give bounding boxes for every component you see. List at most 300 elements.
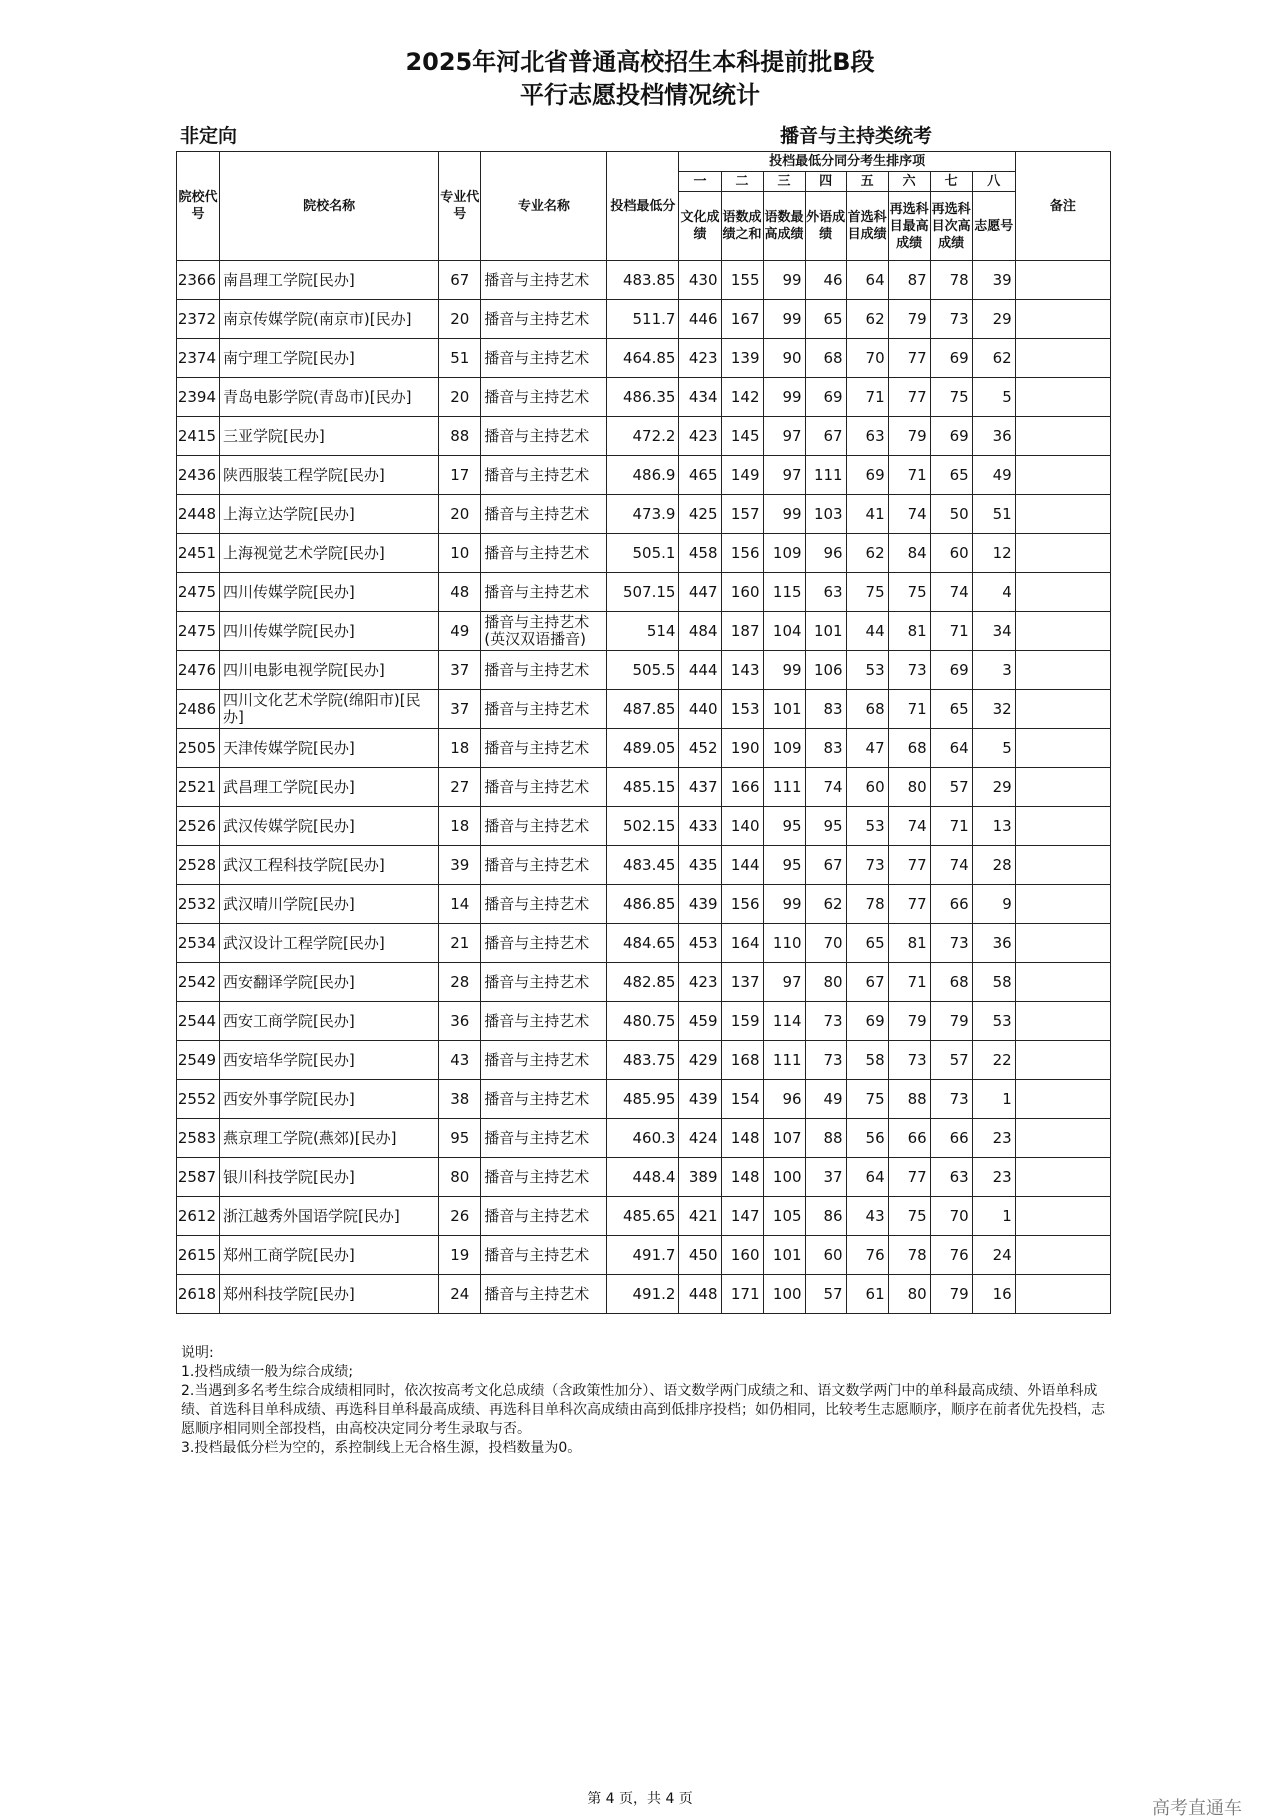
major-code-cell: 43 — [439, 1041, 481, 1080]
school-code-cell: 2366 — [177, 261, 220, 300]
school-name-cell: 西安外事学院[民办] — [220, 1080, 439, 1119]
sort-value-cell: 147 — [721, 1197, 763, 1236]
sort-value-cell: 64 — [846, 1158, 888, 1197]
min-score-cell: 486.9 — [607, 456, 679, 495]
min-score-cell: 464.85 — [607, 339, 679, 378]
sort-value-cell: 49 — [972, 456, 1015, 495]
sort-value-cell: 142 — [721, 378, 763, 417]
sort-value-cell: 69 — [930, 417, 972, 456]
header-sort-item: 语数成绩之和 — [721, 192, 763, 261]
document-title-line2: 平行志愿投档情况统计 — [520, 81, 760, 109]
school-code-cell: 2448 — [177, 495, 220, 534]
sort-value-cell: 101 — [805, 612, 846, 651]
remark-cell — [1015, 300, 1110, 339]
sort-value-cell: 73 — [805, 1041, 846, 1080]
major-name-cell: 播音与主持艺术 — [481, 768, 607, 807]
sort-value-cell: 88 — [888, 1080, 930, 1119]
table-row — [177, 690, 1111, 729]
sort-value-cell: 139 — [721, 339, 763, 378]
sort-value-cell: 65 — [930, 690, 972, 729]
school-name-cell: 武汉设计工程学院[民办] — [220, 924, 439, 963]
school-name-cell: 西安培华学院[民办] — [220, 1041, 439, 1080]
sort-value-cell: 421 — [679, 1197, 721, 1236]
sort-value-cell: 57 — [805, 1275, 846, 1314]
header-min-score: 投档最低分 — [607, 152, 679, 261]
major-name-cell: 播音与主持艺术 — [481, 378, 607, 417]
sort-value-cell: 75 — [846, 573, 888, 612]
major-name-cell: 播音与主持艺术(英汉双语播音) — [481, 612, 607, 651]
table-header — [177, 152, 1111, 261]
major-name-cell: 播音与主持艺术 — [481, 807, 607, 846]
sort-value-cell: 68 — [846, 690, 888, 729]
table-row — [177, 963, 1111, 1002]
note-item: 3.投档最低分栏为空的，系控制线上无合格生源，投档数量为0。 — [181, 1440, 582, 1456]
school-code-cell: 2615 — [177, 1236, 220, 1275]
sort-value-cell: 78 — [846, 885, 888, 924]
major-name-cell: 播音与主持艺术 — [481, 1236, 607, 1275]
sort-value-cell: 49 — [805, 1080, 846, 1119]
sort-value-cell: 73 — [805, 1002, 846, 1041]
sort-value-cell: 60 — [930, 534, 972, 573]
sort-value-cell: 44 — [846, 612, 888, 651]
major-name-cell: 播音与主持艺术 — [481, 1002, 607, 1041]
sort-value-cell: 429 — [679, 1041, 721, 1080]
sort-value-cell: 75 — [888, 573, 930, 612]
sort-value-cell: 143 — [721, 651, 763, 690]
header-major-code: 专业代号 — [439, 152, 481, 261]
table-row — [177, 495, 1111, 534]
header-ordinal: 八 — [972, 172, 1015, 192]
sort-value-cell: 76 — [846, 1236, 888, 1275]
sort-value-cell: 77 — [888, 1158, 930, 1197]
sort-value-cell: 67 — [805, 846, 846, 885]
table-row — [177, 1275, 1111, 1314]
header-sort-item: 志愿号 — [972, 192, 1015, 261]
sort-value-cell: 23 — [972, 1119, 1015, 1158]
sort-value-cell: 95 — [763, 807, 805, 846]
notes-section — [181, 1344, 1111, 1458]
school-code-cell: 2436 — [177, 456, 220, 495]
sort-value-cell: 69 — [846, 456, 888, 495]
sort-value-cell: 53 — [846, 651, 888, 690]
table-row — [177, 339, 1111, 378]
sort-value-cell: 77 — [888, 339, 930, 378]
header-ordinal: 一 — [679, 172, 721, 192]
sort-value-cell: 71 — [846, 378, 888, 417]
major-name-cell: 播音与主持艺术 — [481, 300, 607, 339]
school-name-cell: 西安工商学院[民办] — [220, 1002, 439, 1041]
sort-value-cell: 79 — [930, 1002, 972, 1041]
sort-value-cell: 446 — [679, 300, 721, 339]
sort-value-cell: 103 — [805, 495, 846, 534]
major-code-cell: 49 — [439, 612, 481, 651]
school-code-cell: 2486 — [177, 690, 220, 729]
min-score-cell: 489.05 — [607, 729, 679, 768]
school-name-cell: 四川文化艺术学院(绵阳市)[民办] — [220, 690, 439, 729]
sort-value-cell: 111 — [763, 768, 805, 807]
major-name-cell: 播音与主持艺术 — [481, 534, 607, 573]
major-code-cell: 39 — [439, 846, 481, 885]
school-name-cell: 四川传媒学院[民办] — [220, 612, 439, 651]
sort-value-cell: 424 — [679, 1119, 721, 1158]
sort-value-cell: 73 — [930, 300, 972, 339]
sort-value-cell: 73 — [930, 1080, 972, 1119]
school-name-cell: 浙江越秀外国语学院[民办] — [220, 1197, 439, 1236]
major-code-cell: 18 — [439, 807, 481, 846]
sort-value-cell: 159 — [721, 1002, 763, 1041]
header-ordinal: 三 — [763, 172, 805, 192]
sort-value-cell: 77 — [888, 846, 930, 885]
major-name-cell: 播音与主持艺术 — [481, 924, 607, 963]
sort-value-cell: 101 — [763, 1236, 805, 1275]
sort-value-cell: 447 — [679, 573, 721, 612]
sort-value-cell: 145 — [721, 417, 763, 456]
sort-value-cell: 99 — [763, 495, 805, 534]
sort-value-cell: 423 — [679, 963, 721, 1002]
school-code-cell: 2475 — [177, 612, 220, 651]
school-code-cell: 2476 — [177, 651, 220, 690]
sort-value-cell: 64 — [846, 261, 888, 300]
table-body — [177, 261, 1111, 1314]
school-code-cell: 2415 — [177, 417, 220, 456]
sort-value-cell: 99 — [763, 261, 805, 300]
min-score-cell: 485.65 — [607, 1197, 679, 1236]
sort-value-cell: 114 — [763, 1002, 805, 1041]
table-row — [177, 1041, 1111, 1080]
sort-value-cell: 24 — [972, 1236, 1015, 1275]
sort-value-cell: 69 — [805, 378, 846, 417]
sort-value-cell: 190 — [721, 729, 763, 768]
sort-value-cell: 423 — [679, 339, 721, 378]
document-title-line1: 2025年河北省普通高校招生本科提前批B段 — [405, 48, 875, 76]
sort-value-cell: 68 — [888, 729, 930, 768]
sort-value-cell: 140 — [721, 807, 763, 846]
min-score-cell: 483.45 — [607, 846, 679, 885]
school-code-cell: 2526 — [177, 807, 220, 846]
sort-value-cell: 66 — [930, 885, 972, 924]
note-item: 2.当遇到多名考生综合成绩相同时，依次按高考文化总成绩（含政策性加分）、语文数学两门成绩之和、语文数学两门中的单科最高成绩、外语单科成绩、首选科目单科成绩、再选科目单科最高成绩、再选科目单科次高成绩由高到低排序投档；如仍相同，比较考生志愿顺序，顺序在前者优先投档，志愿顺序相同则全部投档，由高校决定同分考生录取与否。 — [181, 1383, 1105, 1437]
school-name-cell: 青岛电影学院(青岛市)[民办] — [220, 378, 439, 417]
table-row — [177, 885, 1111, 924]
school-code-cell: 2549 — [177, 1041, 220, 1080]
admission-table — [176, 151, 1111, 1314]
sort-value-cell: 76 — [930, 1236, 972, 1275]
sort-value-cell: 105 — [763, 1197, 805, 1236]
school-code-cell: 2394 — [177, 378, 220, 417]
sort-value-cell: 110 — [763, 924, 805, 963]
remark-cell — [1015, 261, 1110, 300]
min-score-cell: 505.5 — [607, 651, 679, 690]
table-row — [177, 300, 1111, 339]
sort-value-cell: 80 — [888, 768, 930, 807]
remark-cell — [1015, 1275, 1110, 1314]
page-footer: 第 4 页，共 4 页 — [587, 1791, 693, 1807]
remark-cell — [1015, 339, 1110, 378]
remark-cell — [1015, 495, 1110, 534]
sort-value-cell: 440 — [679, 690, 721, 729]
remark-cell — [1015, 378, 1110, 417]
major-name-cell: 播音与主持艺术 — [481, 846, 607, 885]
school-code-cell: 2618 — [177, 1275, 220, 1314]
sort-value-cell: 97 — [763, 417, 805, 456]
school-name-cell: 天津传媒学院[民办] — [220, 729, 439, 768]
sort-value-cell: 74 — [888, 807, 930, 846]
sort-value-cell: 63 — [846, 417, 888, 456]
major-code-cell: 27 — [439, 768, 481, 807]
school-code-cell: 2587 — [177, 1158, 220, 1197]
sort-value-cell: 435 — [679, 846, 721, 885]
table-row — [177, 651, 1111, 690]
school-name-cell: 南昌理工学院[民办] — [220, 261, 439, 300]
sort-value-cell: 80 — [888, 1275, 930, 1314]
sort-value-cell: 74 — [930, 573, 972, 612]
sort-value-cell: 107 — [763, 1119, 805, 1158]
major-name-cell: 播音与主持艺术 — [481, 1197, 607, 1236]
sort-value-cell: 34 — [972, 612, 1015, 651]
sort-value-cell: 153 — [721, 690, 763, 729]
remark-cell — [1015, 1002, 1110, 1041]
sort-value-cell: 95 — [763, 846, 805, 885]
header-sort-item: 再选科目次高成绩 — [930, 192, 972, 261]
school-code-cell: 2374 — [177, 339, 220, 378]
sort-value-cell: 37 — [805, 1158, 846, 1197]
sort-value-cell: 458 — [679, 534, 721, 573]
sort-value-cell: 23 — [972, 1158, 1015, 1197]
header-sort-group: 投档最低分同分考生排序项 — [679, 152, 1015, 172]
sort-value-cell: 154 — [721, 1080, 763, 1119]
major-code-cell: 21 — [439, 924, 481, 963]
major-code-cell: 36 — [439, 1002, 481, 1041]
sort-value-cell: 171 — [721, 1275, 763, 1314]
school-name-cell: 郑州科技学院[民办] — [220, 1275, 439, 1314]
sort-value-cell: 67 — [805, 417, 846, 456]
school-name-cell: 南宁理工学院[民办] — [220, 339, 439, 378]
sort-value-cell: 57 — [930, 1041, 972, 1080]
sort-value-cell: 77 — [888, 885, 930, 924]
sort-value-cell: 68 — [805, 339, 846, 378]
school-name-cell: 上海立达学院[民办] — [220, 495, 439, 534]
sort-value-cell: 157 — [721, 495, 763, 534]
header-ordinal: 七 — [930, 172, 972, 192]
sort-value-cell: 13 — [972, 807, 1015, 846]
sort-value-cell: 144 — [721, 846, 763, 885]
table-row — [177, 378, 1111, 417]
sort-value-cell: 97 — [763, 456, 805, 495]
remark-cell — [1015, 885, 1110, 924]
school-code-cell: 2534 — [177, 924, 220, 963]
sort-value-cell: 96 — [763, 1080, 805, 1119]
school-name-cell: 武汉晴川学院[民办] — [220, 885, 439, 924]
sort-value-cell: 75 — [888, 1197, 930, 1236]
sort-value-cell: 3 — [972, 651, 1015, 690]
sort-value-cell: 444 — [679, 651, 721, 690]
sort-value-cell: 66 — [888, 1119, 930, 1158]
major-name-cell: 播音与主持艺术 — [481, 1080, 607, 1119]
sort-value-cell: 156 — [721, 534, 763, 573]
sort-value-cell: 484 — [679, 612, 721, 651]
sort-value-cell: 70 — [805, 924, 846, 963]
sort-value-cell: 29 — [972, 300, 1015, 339]
school-code-cell: 2451 — [177, 534, 220, 573]
major-code-cell: 14 — [439, 885, 481, 924]
sort-value-cell: 439 — [679, 1080, 721, 1119]
major-name-cell: 播音与主持艺术 — [481, 1119, 607, 1158]
sort-value-cell: 166 — [721, 768, 763, 807]
sort-value-cell: 46 — [805, 261, 846, 300]
sort-value-cell: 80 — [805, 963, 846, 1002]
sort-value-cell: 109 — [763, 534, 805, 573]
header-school-code: 院校代号 — [177, 152, 220, 261]
sort-value-cell: 70 — [846, 339, 888, 378]
major-name-cell: 播音与主持艺术 — [481, 417, 607, 456]
table-row — [177, 924, 1111, 963]
sort-value-cell: 67 — [846, 963, 888, 1002]
sort-value-cell: 434 — [679, 378, 721, 417]
sort-value-cell: 148 — [721, 1119, 763, 1158]
sort-value-cell: 64 — [930, 729, 972, 768]
sort-value-cell: 58 — [846, 1041, 888, 1080]
sort-value-cell: 99 — [763, 300, 805, 339]
table-row — [177, 261, 1111, 300]
major-code-cell: 37 — [439, 690, 481, 729]
sort-value-cell: 75 — [930, 378, 972, 417]
sort-value-cell: 65 — [930, 456, 972, 495]
sort-value-cell: 63 — [805, 573, 846, 612]
major-name-cell: 播音与主持艺术 — [481, 1158, 607, 1197]
sort-value-cell: 4 — [972, 573, 1015, 612]
min-score-cell: 482.85 — [607, 963, 679, 1002]
sort-value-cell: 97 — [763, 963, 805, 1002]
sort-value-cell: 81 — [888, 924, 930, 963]
sort-value-cell: 1 — [972, 1197, 1015, 1236]
school-name-cell: 武汉工程科技学院[民办] — [220, 846, 439, 885]
min-score-cell: 473.9 — [607, 495, 679, 534]
major-name-cell: 播音与主持艺术 — [481, 963, 607, 1002]
header-major-name: 专业名称 — [481, 152, 607, 261]
sort-value-cell: 12 — [972, 534, 1015, 573]
sort-value-cell: 155 — [721, 261, 763, 300]
sort-value-cell: 69 — [930, 339, 972, 378]
header-remark: 备注 — [1015, 152, 1110, 261]
sort-value-cell: 425 — [679, 495, 721, 534]
major-code-cell: 20 — [439, 300, 481, 339]
sort-value-cell: 58 — [972, 963, 1015, 1002]
sort-value-cell: 57 — [930, 768, 972, 807]
table-row — [177, 846, 1111, 885]
major-code-cell: 38 — [439, 1080, 481, 1119]
sort-value-cell: 41 — [846, 495, 888, 534]
sort-value-cell: 137 — [721, 963, 763, 1002]
sort-value-cell: 452 — [679, 729, 721, 768]
sort-value-cell: 149 — [721, 456, 763, 495]
remark-cell — [1015, 1119, 1110, 1158]
table-row — [177, 612, 1111, 651]
table-row — [177, 1080, 1111, 1119]
header-ordinal: 六 — [888, 172, 930, 192]
sort-value-cell: 73 — [846, 846, 888, 885]
min-score-cell: 480.75 — [607, 1002, 679, 1041]
school-name-cell: 陕西服装工程学院[民办] — [220, 456, 439, 495]
school-name-cell: 三亚学院[民办] — [220, 417, 439, 456]
school-code-cell: 2372 — [177, 300, 220, 339]
major-name-cell: 播音与主持艺术 — [481, 495, 607, 534]
school-name-cell: 上海视觉艺术学院[民办] — [220, 534, 439, 573]
remark-cell — [1015, 534, 1110, 573]
major-name-cell: 播音与主持艺术 — [481, 1041, 607, 1080]
school-name-cell: 武昌理工学院[民办] — [220, 768, 439, 807]
sort-value-cell: 164 — [721, 924, 763, 963]
remark-cell — [1015, 456, 1110, 495]
sort-value-cell: 69 — [846, 1002, 888, 1041]
remark-cell — [1015, 768, 1110, 807]
school-name-cell: 四川电影电视学院[民办] — [220, 651, 439, 690]
min-score-cell: 485.15 — [607, 768, 679, 807]
header-sort-item: 首选科目成绩 — [846, 192, 888, 261]
remark-cell — [1015, 807, 1110, 846]
min-score-cell: 511.7 — [607, 300, 679, 339]
sort-value-cell: 70 — [930, 1197, 972, 1236]
table-row — [177, 768, 1111, 807]
remark-cell — [1015, 651, 1110, 690]
sort-value-cell: 100 — [763, 1275, 805, 1314]
min-score-cell: 485.95 — [607, 1080, 679, 1119]
sort-value-cell: 88 — [805, 1119, 846, 1158]
school-code-cell: 2544 — [177, 1002, 220, 1041]
table-row — [177, 456, 1111, 495]
sort-value-cell: 465 — [679, 456, 721, 495]
sort-value-cell: 389 — [679, 1158, 721, 1197]
sort-value-cell: 71 — [930, 807, 972, 846]
sort-value-cell: 62 — [846, 534, 888, 573]
school-code-cell: 2505 — [177, 729, 220, 768]
sort-value-cell: 5 — [972, 378, 1015, 417]
sort-value-cell: 74 — [888, 495, 930, 534]
sort-value-cell: 71 — [888, 690, 930, 729]
min-score-cell: 502.15 — [607, 807, 679, 846]
notes-heading: 说明: — [181, 1345, 214, 1361]
table-row — [177, 573, 1111, 612]
sort-value-cell: 60 — [805, 1236, 846, 1275]
sort-value-cell: 160 — [721, 573, 763, 612]
major-name-cell: 播音与主持艺术 — [481, 1275, 607, 1314]
sort-value-cell: 74 — [805, 768, 846, 807]
sort-value-cell: 53 — [972, 1002, 1015, 1041]
sort-value-cell: 87 — [888, 261, 930, 300]
sort-value-cell: 448 — [679, 1275, 721, 1314]
sort-value-cell: 99 — [763, 378, 805, 417]
min-score-cell: 514 — [607, 612, 679, 651]
sort-value-cell: 423 — [679, 417, 721, 456]
sort-value-cell: 51 — [972, 495, 1015, 534]
sort-value-cell: 60 — [846, 768, 888, 807]
sort-value-cell: 99 — [763, 651, 805, 690]
header-sort-item: 文化成绩 — [679, 192, 721, 261]
table-row — [177, 534, 1111, 573]
major-name-cell: 播音与主持艺术 — [481, 456, 607, 495]
header-ordinal: 二 — [721, 172, 763, 192]
sort-value-cell: 78 — [888, 1236, 930, 1275]
major-name-cell: 播音与主持艺术 — [481, 690, 607, 729]
sort-value-cell: 50 — [930, 495, 972, 534]
sort-value-cell: 79 — [888, 417, 930, 456]
header-school-name: 院校名称 — [220, 152, 439, 261]
exam-type-label: 播音与主持类统考 — [780, 125, 933, 147]
table-row — [177, 1119, 1111, 1158]
major-code-cell: 51 — [439, 339, 481, 378]
sort-value-cell: 79 — [930, 1275, 972, 1314]
sort-value-cell: 73 — [888, 651, 930, 690]
sort-value-cell: 43 — [846, 1197, 888, 1236]
